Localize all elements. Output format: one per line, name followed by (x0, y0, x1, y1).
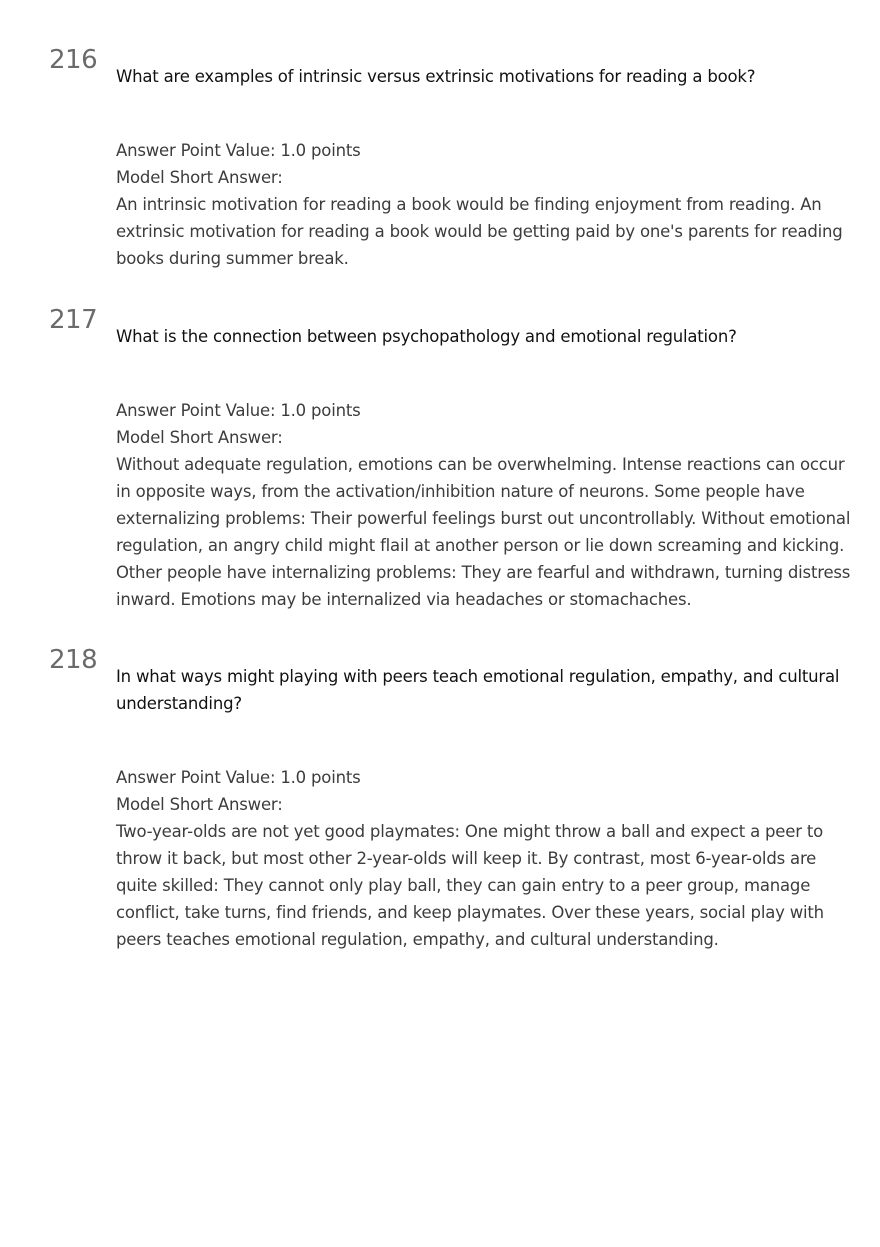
question-body (116, 323, 856, 350)
question-number: 216 (49, 45, 98, 75)
question-number: 218 (49, 645, 98, 675)
answer-point-value: Answer Point Value: 1.0 points (116, 401, 361, 420)
answer-section (116, 764, 856, 953)
answer-point-value: Answer Point Value: 1.0 points (116, 768, 361, 787)
question-body (116, 663, 856, 717)
answer-section (116, 397, 856, 613)
model-answer-label: Model Short Answer: (116, 428, 283, 447)
model-answer-text: Without adequate regulation, emotions can be overwhelming. Intense reactions can occur in opposite ways, from the activation/inhibition nature of neurons. Some people have externalizing problems: Their powerful feelings burst out uncontrollably. Without emotional regulation, an angry child might flail at another person or lie down screaming and kicking. Other people have internalizing problems: They are fearful and withdrawn, turning distress inward. Emotions may be internalized via headaches or stomachaches. (116, 455, 851, 609)
question-text: What are examples of intrinsic versus extrinsic motivations for reading a book? (116, 67, 756, 86)
answer-section (116, 137, 856, 272)
question-number: 217 (49, 305, 98, 335)
question-text: In what ways might playing with peers teach emotional regulation, empathy, and cultural understanding? (116, 667, 840, 713)
answer-point-value: Answer Point Value: 1.0 points (116, 141, 361, 160)
question-body (116, 63, 856, 90)
model-answer-label: Model Short Answer: (116, 795, 283, 814)
model-answer-label: Model Short Answer: (116, 168, 283, 187)
question-text: What is the connection between psychopathology and emotional regulation? (116, 327, 737, 346)
model-answer-text: Two-year-olds are not yet good playmates: One might throw a ball and expect a peer to throw it back, but most other 2-year-olds will keep it. By contrast, most 6-year-olds are quite skilled: They cannot only play ball, they can gain entry to a peer group, manage conflict, take turns, find friends, and keep playmates. Over these years, social play with peers teaches emotional regulation, empathy, and cultural understanding. (116, 822, 824, 949)
model-answer-text: An intrinsic motivation for reading a book would be finding enjoyment from reading. An extrinsic motivation for reading a book would be getting paid by one's parents for reading books during summer break. (116, 195, 843, 268)
